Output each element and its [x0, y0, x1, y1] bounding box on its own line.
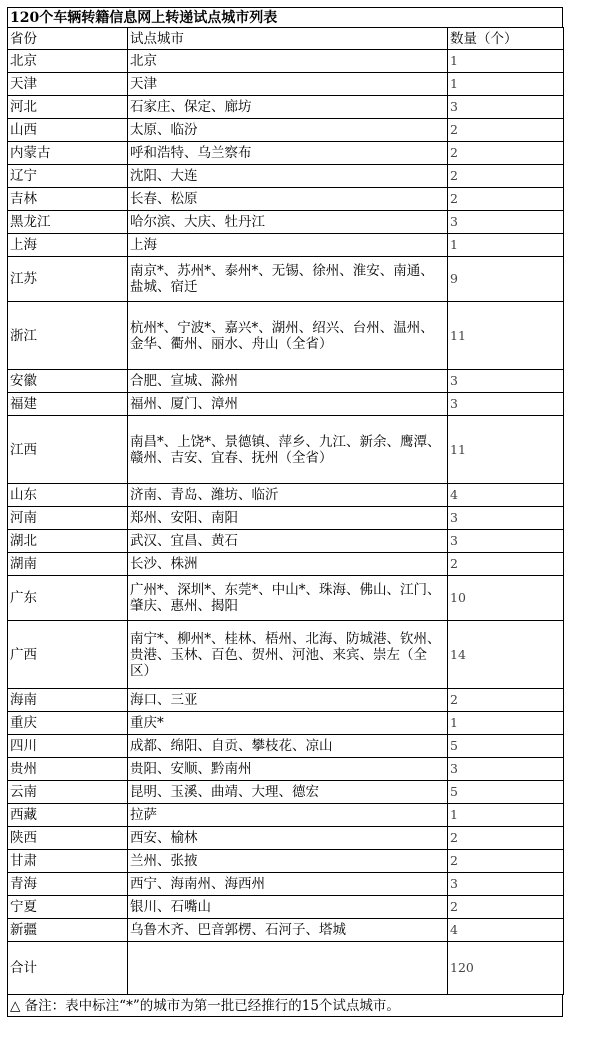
pilot-city-sheet — [7, 7, 563, 1017]
cities-cell: 上海 — [128, 234, 448, 257]
province-cell: 吉林 — [8, 188, 128, 211]
cities-cell: 长沙、株洲 — [128, 553, 448, 576]
table-title: 120个车辆转籍信息网上转递试点城市列表 — [7, 7, 563, 27]
cities-cell: 兰州、张掖 — [128, 850, 448, 873]
count-cell: 14 — [448, 621, 564, 689]
cities-cell: 石家庄、保定、廊坊 — [128, 96, 448, 119]
table-row — [8, 758, 564, 781]
cities-cell: 沈阳、大连 — [128, 165, 448, 188]
cities-cell: 西安、榆林 — [128, 827, 448, 850]
count-cell: 3 — [448, 507, 564, 530]
cities-cell: 呼和浩特、乌兰察布 — [128, 142, 448, 165]
table-row — [8, 211, 564, 234]
province-cell: 广西 — [8, 621, 128, 689]
table-row — [8, 165, 564, 188]
cities-cell: 长春、松原 — [128, 188, 448, 211]
province-cell: 河南 — [8, 507, 128, 530]
table-row — [8, 712, 564, 735]
province-cell: 宁夏 — [8, 896, 128, 919]
count-cell: 3 — [448, 393, 564, 416]
cities-cell: 杭州*、宁波*、嘉兴*、湖州、绍兴、台州、温州、金华、衢州、丽水、舟山（全省） — [128, 302, 448, 370]
cities-cell: 拉萨 — [128, 804, 448, 827]
table-row — [8, 827, 564, 850]
province-cell: 海南 — [8, 689, 128, 712]
count-cell: 3 — [448, 758, 564, 781]
cities-cell: 重庆* — [128, 712, 448, 735]
count-cell: 1 — [448, 804, 564, 827]
cities-cell: 哈尔滨、大庆、牡丹江 — [128, 211, 448, 234]
table-row — [8, 484, 564, 507]
count-cell: 5 — [448, 781, 564, 804]
province-cell: 福建 — [8, 393, 128, 416]
table-row — [8, 507, 564, 530]
province-cell: 江苏 — [8, 257, 128, 302]
table-row — [8, 119, 564, 142]
pilot-city-table — [7, 27, 564, 995]
table-row — [8, 850, 564, 873]
province-cell: 黑龙江 — [8, 211, 128, 234]
table-row — [8, 804, 564, 827]
count-cell: 2 — [448, 142, 564, 165]
province-cell: 广东 — [8, 576, 128, 621]
header-cities: 试点城市 — [128, 28, 448, 50]
cities-cell: 乌鲁木齐、巴音郭楞、石河子、塔城 — [128, 919, 448, 942]
count-cell: 2 — [448, 896, 564, 919]
count-cell: 5 — [448, 735, 564, 758]
table-row — [8, 576, 564, 621]
province-cell: 陕西 — [8, 827, 128, 850]
header-row — [8, 28, 564, 50]
table-row — [8, 50, 564, 73]
count-cell: 2 — [448, 553, 564, 576]
header-province: 省份 — [8, 28, 128, 50]
total-cities — [128, 942, 448, 995]
province-cell: 云南 — [8, 781, 128, 804]
province-cell: 上海 — [8, 234, 128, 257]
province-cell: 山东 — [8, 484, 128, 507]
cities-cell: 郑州、安阳、南阳 — [128, 507, 448, 530]
table-row — [8, 781, 564, 804]
cities-cell: 西宁、海南州、海西州 — [128, 873, 448, 896]
count-cell: 11 — [448, 416, 564, 484]
table-row — [8, 735, 564, 758]
table-row — [8, 689, 564, 712]
count-cell: 1 — [448, 73, 564, 96]
count-cell: 2 — [448, 119, 564, 142]
count-cell: 2 — [448, 188, 564, 211]
count-cell: 4 — [448, 919, 564, 942]
count-cell: 2 — [448, 689, 564, 712]
table-row — [8, 234, 564, 257]
province-cell: 重庆 — [8, 712, 128, 735]
count-cell: 2 — [448, 165, 564, 188]
table-row — [8, 553, 564, 576]
province-cell: 新疆 — [8, 919, 128, 942]
footnote: △ 备注：表中标注“*”的城市为第一批已经推行的15个试点城市。 — [7, 995, 563, 1017]
province-cell: 贵州 — [8, 758, 128, 781]
count-cell: 1 — [448, 712, 564, 735]
cities-cell: 合肥、宣城、滁州 — [128, 370, 448, 393]
cities-cell: 昆明、玉溪、曲靖、大理、德宏 — [128, 781, 448, 804]
count-cell: 3 — [448, 211, 564, 234]
table-row — [8, 257, 564, 302]
province-cell: 四川 — [8, 735, 128, 758]
cities-cell: 福州、厦门、漳州 — [128, 393, 448, 416]
count-cell: 3 — [448, 873, 564, 896]
table-row — [8, 142, 564, 165]
count-cell: 2 — [448, 850, 564, 873]
total-label: 合计 — [8, 942, 128, 995]
province-cell: 甘肃 — [8, 850, 128, 873]
table-row — [8, 370, 564, 393]
cities-cell: 成都、绵阳、自贡、攀枝花、凉山 — [128, 735, 448, 758]
province-cell: 河北 — [8, 96, 128, 119]
count-cell: 1 — [448, 234, 564, 257]
total-row — [8, 942, 564, 995]
table-row — [8, 73, 564, 96]
header-count: 数量（个） — [448, 28, 564, 50]
cities-cell: 银川、石嘴山 — [128, 896, 448, 919]
table-row — [8, 919, 564, 942]
province-cell: 西藏 — [8, 804, 128, 827]
cities-cell: 北京 — [128, 50, 448, 73]
count-cell: 3 — [448, 530, 564, 553]
cities-cell: 南宁*、柳州*、桂林、梧州、北海、防城港、钦州、贵港、玉林、百色、贺州、河池、来宾、崇左（全区） — [128, 621, 448, 689]
count-cell: 2 — [448, 827, 564, 850]
cities-cell: 广州*、深圳*、东莞*、中山*、珠海、佛山、江门、肇庆、惠州、揭阳 — [128, 576, 448, 621]
province-cell: 青海 — [8, 873, 128, 896]
table-row — [8, 96, 564, 119]
cities-cell: 太原、临汾 — [128, 119, 448, 142]
province-cell: 湖北 — [8, 530, 128, 553]
table-row — [8, 393, 564, 416]
province-cell: 北京 — [8, 50, 128, 73]
table-row — [8, 302, 564, 370]
province-cell: 安徽 — [8, 370, 128, 393]
cities-cell: 天津 — [128, 73, 448, 96]
table-row — [8, 416, 564, 484]
table-row — [8, 621, 564, 689]
count-cell: 1 — [448, 50, 564, 73]
province-cell: 辽宁 — [8, 165, 128, 188]
count-cell: 3 — [448, 96, 564, 119]
cities-cell: 贵阳、安顺、黔南州 — [128, 758, 448, 781]
count-cell: 3 — [448, 370, 564, 393]
province-cell: 湖南 — [8, 553, 128, 576]
count-cell: 11 — [448, 302, 564, 370]
province-cell: 山西 — [8, 119, 128, 142]
table-row — [8, 530, 564, 553]
table-row — [8, 188, 564, 211]
province-cell: 内蒙古 — [8, 142, 128, 165]
cities-cell: 南昌*、上饶*、景德镇、萍乡、九江、新余、鹰潭、赣州、吉安、宜春、抚州（全省） — [128, 416, 448, 484]
cities-cell: 济南、青岛、潍坊、临沂 — [128, 484, 448, 507]
cities-cell: 南京*、苏州*、泰州*、无锡、徐州、淮安、南通、盐城、宿迁 — [128, 257, 448, 302]
table-row — [8, 896, 564, 919]
province-cell: 天津 — [8, 73, 128, 96]
cities-cell: 武汉、宜昌、黄石 — [128, 530, 448, 553]
count-cell: 10 — [448, 576, 564, 621]
cities-cell: 海口、三亚 — [128, 689, 448, 712]
count-cell: 4 — [448, 484, 564, 507]
table-body — [8, 50, 564, 942]
total-count: 120 — [448, 942, 564, 995]
table-row — [8, 873, 564, 896]
province-cell: 浙江 — [8, 302, 128, 370]
count-cell: 9 — [448, 257, 564, 302]
province-cell: 江西 — [8, 416, 128, 484]
